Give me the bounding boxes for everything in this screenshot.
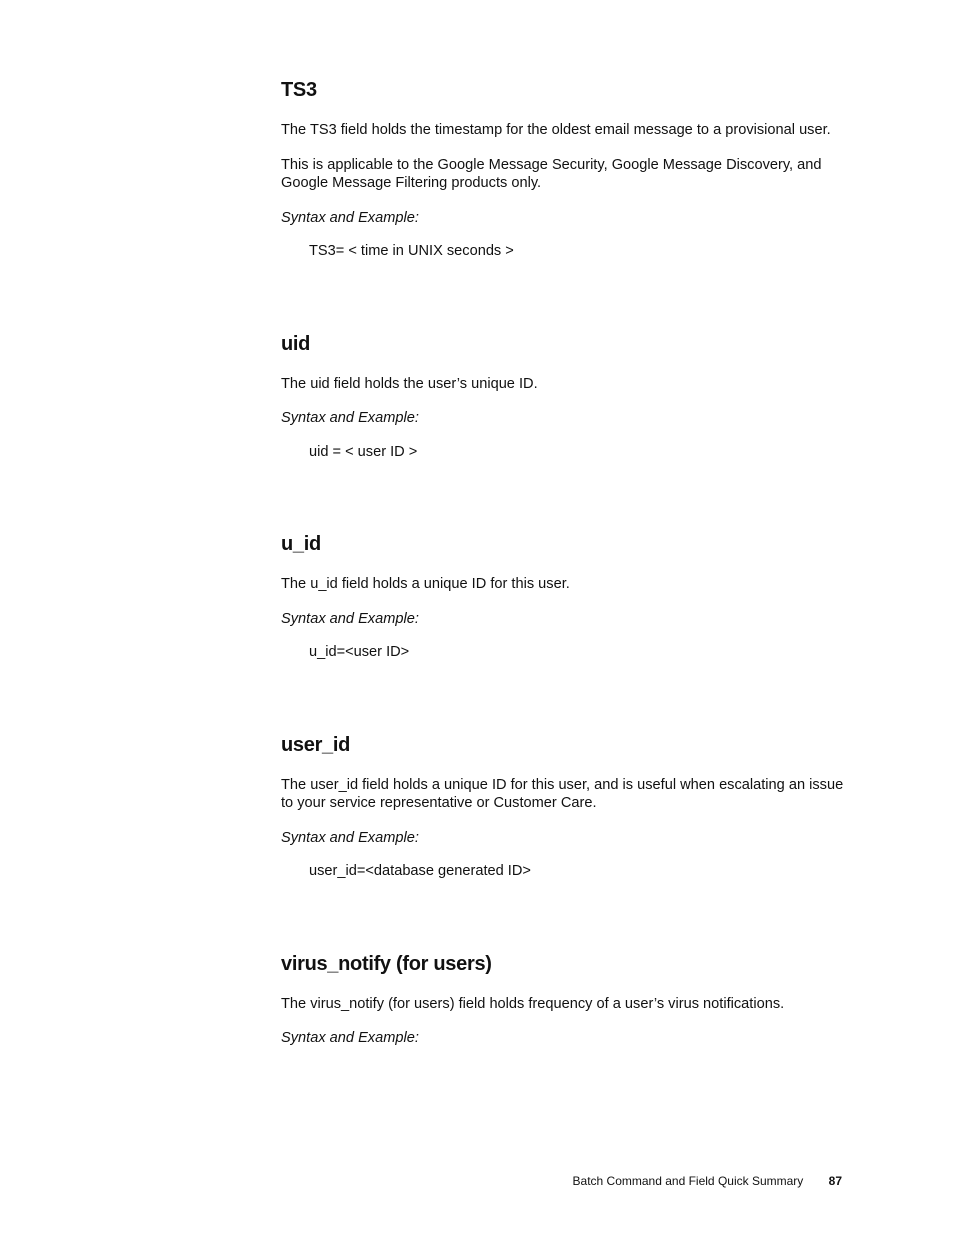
syntax-example: user_id=<database generated ID>	[309, 863, 531, 879]
page-footer	[573, 1173, 842, 1189]
section-heading: user_id	[281, 733, 351, 756]
footer-title: Batch Command and Field Quick Summary	[572, 1174, 804, 1188]
section-ts3	[281, 78, 846, 261]
body-paragraph: The uid field holds the user’s unique ID.	[281, 375, 538, 392]
body-paragraph: The u_id field holds a unique ID for this user.	[281, 576, 570, 592]
section-uid	[281, 332, 846, 462]
syntax-label: Syntax and Example:	[281, 829, 419, 846]
section-heading: uid	[281, 332, 311, 355]
section-heading: virus_notify (for users)	[281, 952, 492, 975]
body-paragraph: The TS3 field holds the timestamp for the oldest email message to a provisional user.	[281, 122, 831, 138]
syntax-label: Syntax and Example:	[281, 410, 419, 426]
syntax-label: Syntax and Example:	[281, 209, 419, 226]
syntax-example: uid = < user ID >	[309, 443, 418, 460]
syntax-label: Syntax and Example:	[281, 610, 419, 627]
section-user-id	[281, 733, 846, 881]
section-heading: TS3	[281, 79, 317, 101]
page-content	[281, 78, 846, 1063]
section-virus-notify	[281, 952, 846, 1048]
body-paragraph: The user_id field holds a unique ID for this user, and is useful when escalating an issue to your service representative or Customer Care.	[281, 776, 844, 811]
syntax-example: TS3= < time in UNIX seconds >	[309, 243, 514, 259]
page-number: 87	[828, 1174, 842, 1188]
syntax-example: u_id=<user ID>	[309, 644, 410, 660]
body-paragraph: The virus_notify (for users) field holds frequency of a user’s virus notifications.	[281, 995, 785, 1012]
section-heading: u_id	[281, 533, 321, 555]
body-paragraph: This is applicable to the Google Message Security, Google Message Discovery, and Google Message Filtering products only.	[281, 156, 822, 191]
section-u-id	[281, 532, 846, 662]
syntax-label: Syntax and Example:	[281, 1030, 419, 1046]
